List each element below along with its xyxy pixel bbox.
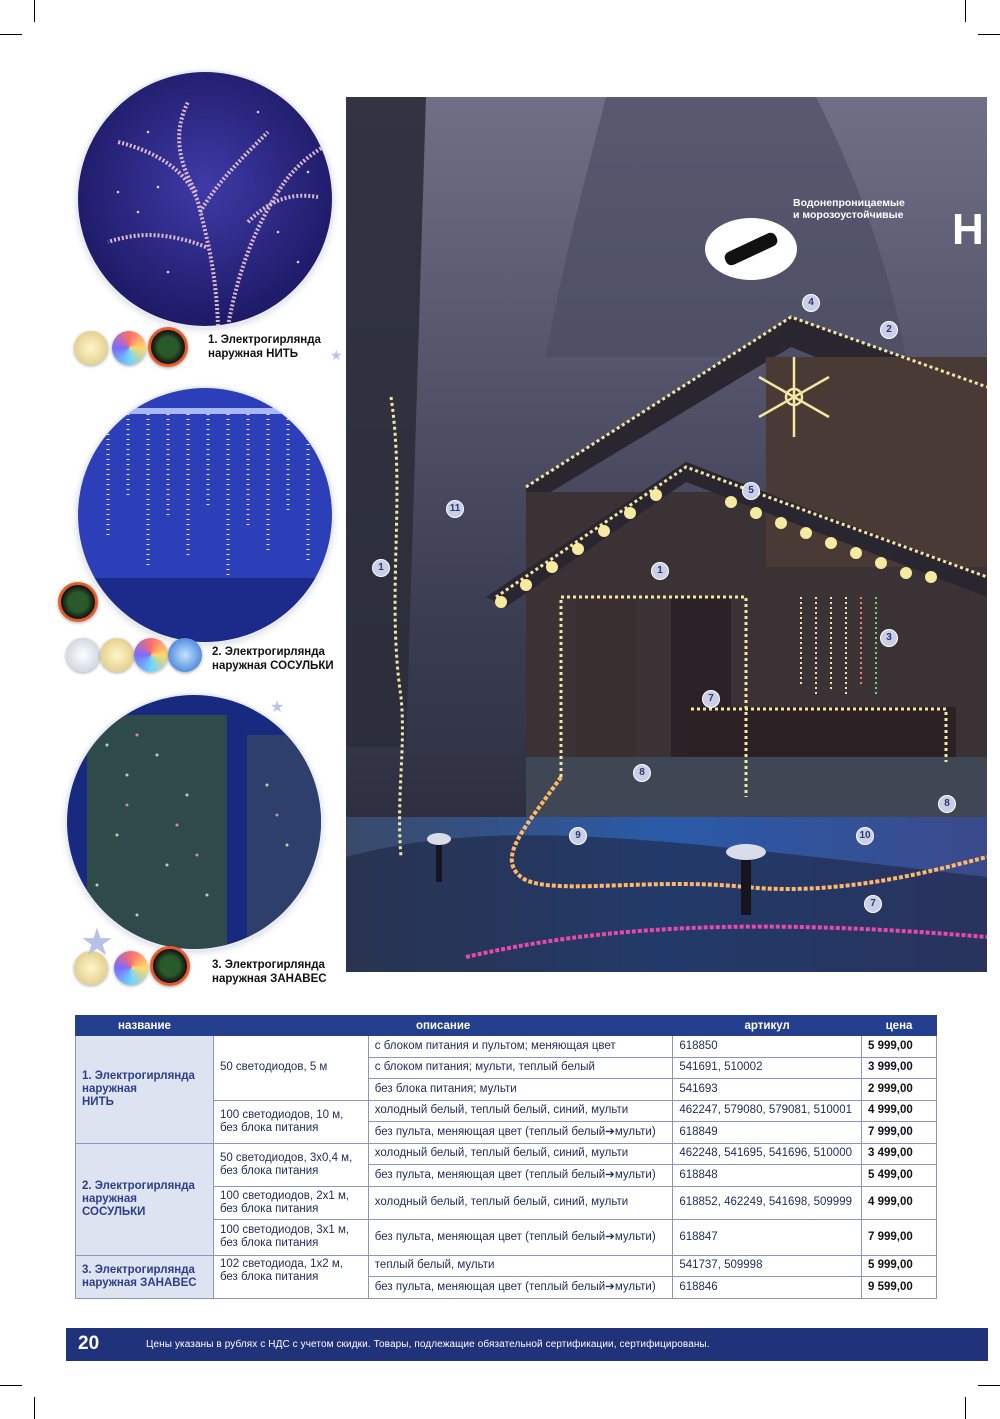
scene-marker: 10 xyxy=(856,827,874,845)
price-cell: 3 499,00 xyxy=(862,1143,937,1165)
scene-marker: 7 xyxy=(702,690,720,708)
table-row xyxy=(76,1036,937,1058)
product-name-cell: 1. Электрогирлянда наружная НИТЬ xyxy=(76,1036,214,1144)
description-cell: без пульта, меняющая цвет (теплый белый➔мульти) xyxy=(368,1277,673,1299)
spec-cell: 100 светодиодов, 10 м, без блока питания xyxy=(213,1100,368,1143)
article-cell: 462248, 541695, 541696, 510000 xyxy=(673,1143,862,1165)
price-cell: 5 999,00 xyxy=(862,1255,937,1277)
spec-cell: 50 светодиодов, 5 м xyxy=(213,1036,368,1101)
scene-marker: 2 xyxy=(880,321,898,339)
scene-marker: 4 xyxy=(802,294,820,312)
description-cell: холодный белый, теплый белый, синий, мульти xyxy=(368,1100,673,1122)
spec-cell: 100 светодиодов, 2х1 м, без блока питания xyxy=(213,1186,368,1219)
crop-mark xyxy=(965,0,966,22)
crop-mark xyxy=(965,1397,966,1419)
product-photo-icicle-lights xyxy=(78,388,332,642)
spec-cell: 102 светодиода, 1х2 м, без блока питания xyxy=(213,1255,368,1298)
description-cell: без пульта, меняющая цвет (теплый белый➔мульти) xyxy=(368,1165,673,1187)
table-row xyxy=(76,1255,937,1277)
article-cell: 541737, 509998 xyxy=(673,1255,862,1277)
article-cell: 541693 xyxy=(673,1079,862,1101)
article-cell: 618849 xyxy=(673,1122,862,1144)
scene-marker: 1 xyxy=(372,559,390,577)
footer-note: Цены указаны в рублях с НДС с учетом скидки. Товары, подлежащие обязательной сертификации, сертифицированы. xyxy=(146,1339,710,1350)
price-cell: 9 599,00 xyxy=(862,1277,937,1299)
article-cell: 618852, 462249, 541698, 509999 xyxy=(673,1186,862,1219)
multicolor-swatch xyxy=(112,331,146,365)
crop-mark xyxy=(0,34,22,35)
description-cell: теплый белый, мульти xyxy=(368,1255,673,1277)
product-photo-curtain-lights xyxy=(67,695,321,949)
crop-mark xyxy=(34,0,35,22)
spec-cell: 50 светодиодов, 3х0,4 м, без блока питания xyxy=(213,1143,368,1186)
scene-marker: 7 xyxy=(864,895,882,913)
description-cell: без блока питания; мульти xyxy=(368,1079,673,1101)
description-cell: с блоком питания; мульти, теплый белый xyxy=(368,1057,673,1079)
star-icon: ★ xyxy=(80,922,115,964)
price-cell: 4 999,00 xyxy=(862,1186,937,1219)
description-cell: без пульта, меняющая цвет (теплый белый➔мульти) xyxy=(368,1219,673,1255)
description-cell: холодный белый, теплый белый, синий, мульти xyxy=(368,1186,673,1219)
warm-white-swatch xyxy=(100,638,134,672)
crop-mark xyxy=(978,1385,1000,1386)
price-cell: 3 999,00 xyxy=(862,1057,937,1079)
price-cell: 7 999,00 xyxy=(862,1122,937,1144)
header-description: описание xyxy=(213,1016,672,1036)
cool-white-swatch xyxy=(66,638,100,672)
article-cell: 618850 xyxy=(673,1036,862,1058)
price-cell: 7 999,00 xyxy=(862,1219,937,1255)
crop-mark xyxy=(978,34,1000,35)
color-change-swatch xyxy=(58,582,98,622)
page-number: 20 xyxy=(78,1333,100,1354)
scene-marker: 1 xyxy=(651,562,669,580)
spec-cell: 100 светодиодов, 3х1 м, без блока питания xyxy=(213,1219,368,1255)
header-article: артикул xyxy=(673,1016,862,1036)
scene-marker: 8 xyxy=(633,764,651,782)
price-table xyxy=(75,1015,937,1299)
article-cell: 618848 xyxy=(673,1165,862,1187)
article-cell: 462247, 579080, 579081, 510001 xyxy=(673,1100,862,1122)
scene-marker: 3 xyxy=(880,629,898,647)
price-cell: 5 499,00 xyxy=(862,1165,937,1187)
color-change-swatch xyxy=(148,327,188,367)
product-name-cell: 3. Электрогирлянда наружная ЗАНАВЕС xyxy=(76,1255,214,1298)
scene-marker: 8 xyxy=(938,795,956,813)
table-header-row xyxy=(76,1016,937,1036)
house-lights-scene xyxy=(346,97,987,972)
crop-mark xyxy=(34,1397,35,1419)
product-caption: 1. Электрогирлянда наружная НИТЬ xyxy=(208,334,321,360)
description-cell: холодный белый, теплый белый, синий, мульти xyxy=(368,1143,673,1165)
price-cell: 4 999,00 xyxy=(862,1100,937,1122)
product-caption: 3. Электрогирлянда наружная ЗАНАВЕС xyxy=(212,959,327,985)
product-caption: 2. Электрогирлянда наружная СОСУЛЬКИ xyxy=(212,646,334,672)
article-cell: 618846 xyxy=(673,1277,862,1299)
color-change-swatch xyxy=(150,946,190,986)
star-icon: ★ xyxy=(270,699,285,716)
product-name-cell: 2. Электрогирлянда наружная СОСУЛЬКИ xyxy=(76,1143,214,1255)
warm-white-swatch xyxy=(74,331,108,365)
description-cell: без пульта, меняющая цвет (теплый белый➔мульти) xyxy=(368,1122,673,1144)
scene-marker: 9 xyxy=(569,827,587,845)
star-icon: ★ xyxy=(330,347,343,363)
price-cell: 2 999,00 xyxy=(862,1079,937,1101)
multicolor-swatch xyxy=(114,951,148,985)
article-cell: 541691, 510002 xyxy=(673,1057,862,1079)
table-row xyxy=(76,1143,937,1165)
article-cell: 618847 xyxy=(673,1219,862,1255)
blue-swatch xyxy=(168,638,202,672)
header-name: название xyxy=(76,1016,214,1036)
scene-marker: 5 xyxy=(742,482,760,500)
price-cell: 5 999,00 xyxy=(862,1036,937,1058)
side-letter: Н xyxy=(952,205,984,254)
crop-mark xyxy=(0,1385,22,1386)
description-cell: с блоком питания и пультом; меняющая цвет xyxy=(368,1036,673,1058)
header-price: цена xyxy=(862,1016,937,1036)
multicolor-swatch xyxy=(134,638,168,672)
connector-image xyxy=(705,218,797,280)
scene-marker: 11 xyxy=(446,500,464,518)
product-photo-string-lights xyxy=(78,72,332,326)
waterproof-callout: Водонепроницаемые и морозоустойчивые xyxy=(793,197,905,221)
